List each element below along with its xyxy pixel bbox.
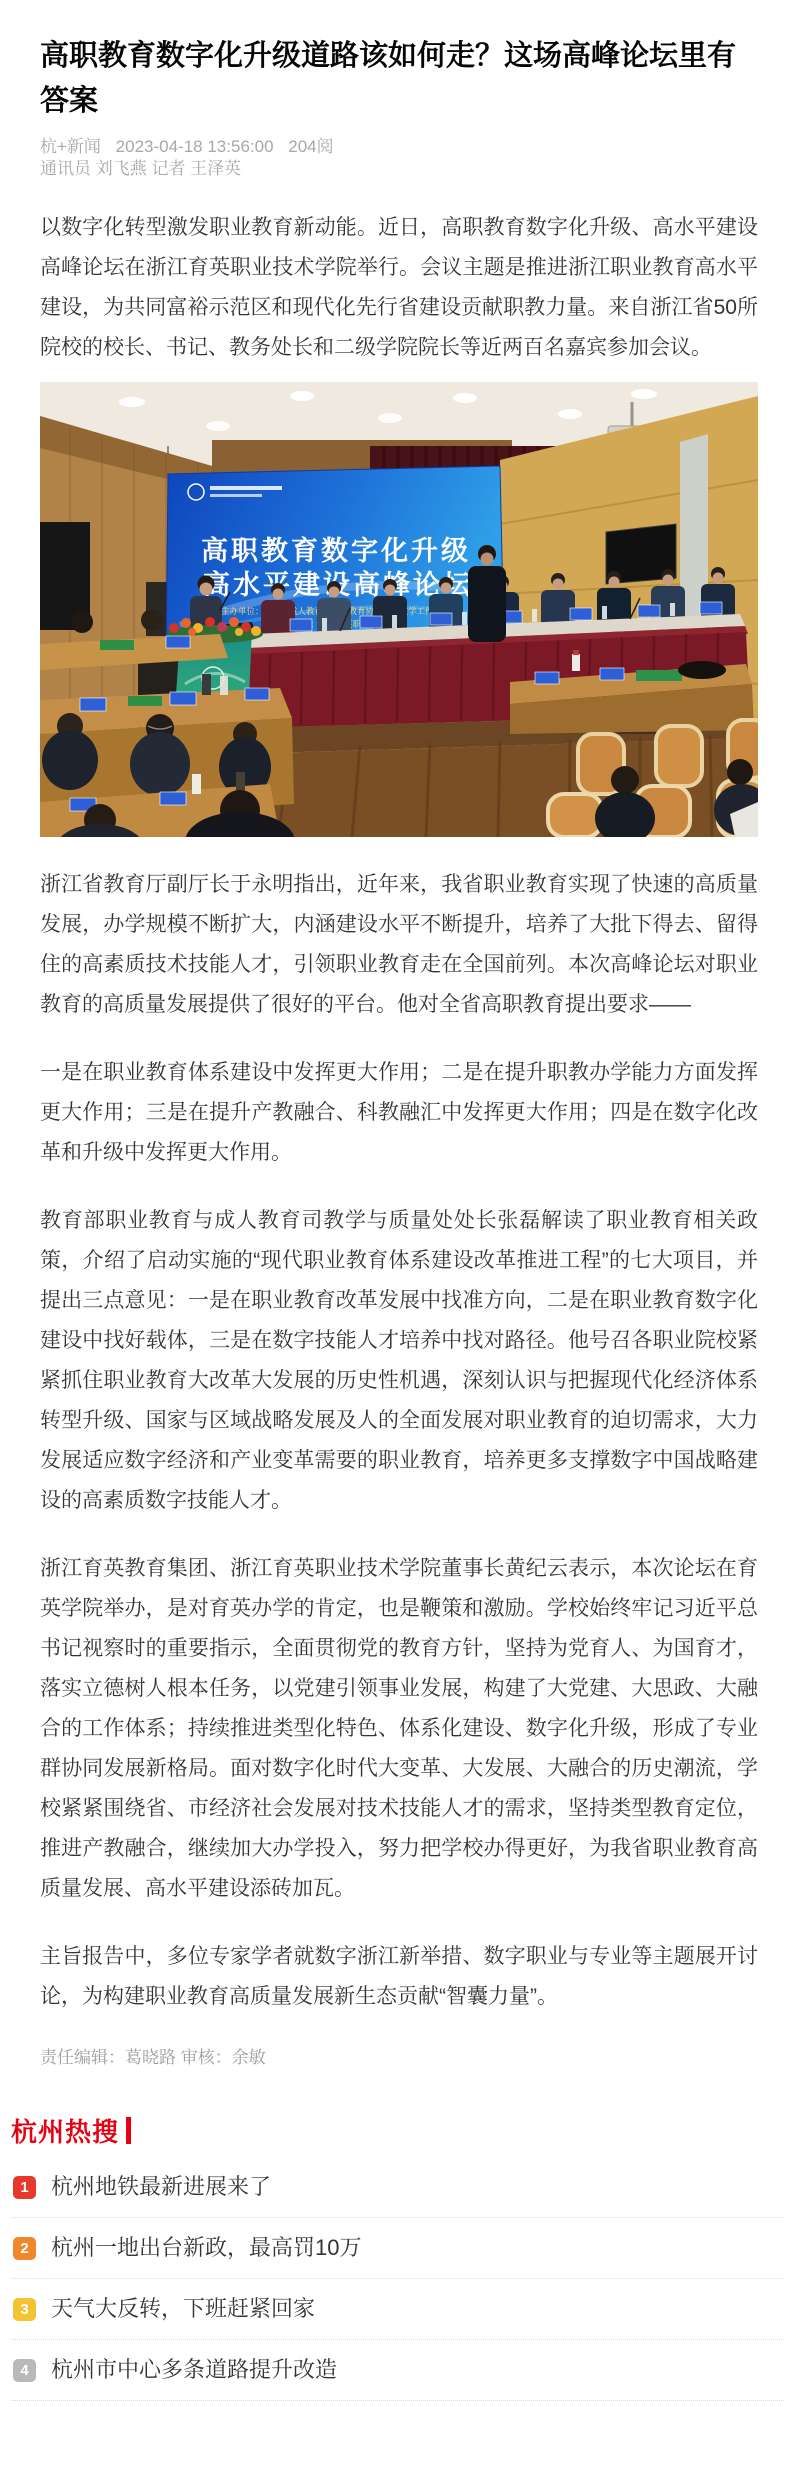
byline: 通讯员 刘飞燕 记者 王泽英 (40, 159, 242, 178)
editor-note: 责任编辑：葛晓路 审核：余敏 (40, 2048, 266, 2067)
page-title: 高职教育数字化升级道路该如何走？这场高峰论坛里有答案 (40, 40, 737, 117)
hot-search-item-text: 杭州一地出台新政，最高罚10万 (51, 2235, 362, 2260)
article-paragraph: 主旨报告中，多位专家学者就数字浙江新举措、数字职业与专业等主题展开讨论，为构建职业教育高质量发展新生态贡献“智囊力量”。 (40, 1945, 758, 2008)
article-paragraph: 浙江省教育厅副厅长于永明指出，近年来，我省职业教育实现了快速的高质量发展，办学规模不断扩大，内涵建设水平不断提升，培养了大批下得去、留得住的高素质技术技能人才，引领职业教育走在全国前列。本次高峰论坛对职业教育的高质量发展提供了很好的平台。他对全省高职教育提出要求—— (40, 873, 758, 1016)
read-count: 204阅 (288, 137, 334, 156)
rank-badge: 1 (13, 2176, 36, 2199)
title-bar-icon (126, 2117, 131, 2144)
hot-search-item-text: 杭州地铁最新进展来了 (51, 2174, 272, 2199)
article-paragraph: 一是在职业教育体系建设中发挥更大作用；二是在提升职教办学能力方面发挥更大作用；三是在提升产教融合、科教融汇中发挥更大作用；四是在数字化改革和升级中发挥更大作用。 (40, 1061, 758, 1164)
article-photo[interactable] (40, 382, 758, 837)
hot-search-item-text: 天气大反转，下班赶紧回家 (51, 2296, 316, 2321)
hot-search-header (11, 2113, 784, 2147)
rank-badge: 4 (13, 2359, 36, 2382)
hot-search-item[interactable] (11, 2218, 784, 2279)
hot-search-item[interactable] (11, 2279, 784, 2340)
article-meta (40, 136, 758, 180)
hot-search-title: 杭州热搜 (11, 2116, 120, 2147)
screen-title-line1: 高职教育数字化升级 (201, 536, 471, 566)
article-paragraph: 以数字化转型激发职业教育新动能。近日，高职教育数字化升级、高水平建设高峰论坛在浙江育英职业技术学院举行。会议主题是推进浙江职业教育高水平建设，为共同富裕示范区和现代化先行省建设贡献职教力量。来自浙江省50所院校的校长、书记、教务处长和二级学院院长等近两百名嘉宾参加会议。 (40, 216, 758, 359)
publish-time: 2023-04-18 13:56:00 (115, 137, 274, 156)
source-label: 杭+新闻 (40, 137, 101, 156)
hot-search-item[interactable] (11, 2340, 784, 2401)
article-paragraph: 浙江育英教育集团、浙江育英职业技术学院董事长黄纪云表示，本次论坛在育英学院举办，是对育英办学的肯定，也是鞭策和激励。学校始终牢记习近平总书记视察时的重要指示，全面贯彻党的教育方针，坚持为党育人、为国育才，落实立德树人根本任务，以党建引领事业发展，构建了大党建、大思政、大融合的工作体系；持续推进类型化特色、体系化建设、数字化升级，形成了专业群协同发展新格局。面对数字化时代大变革、大发展、大融合的历史潮流，学校紧紧围绕省、市经济社会发展对技术技能人才的需求，坚持类型教育定位，推进产教融合，继续加大办学投入，努力把学校办得更好，为我省职业教育高质量发展、高水平建设添砖加瓦。 (40, 1557, 758, 1900)
hot-search-item[interactable] (11, 2157, 784, 2218)
hot-search-section (0, 2113, 798, 2401)
rank-badge: 2 (13, 2237, 36, 2260)
hot-search-list (11, 2157, 784, 2401)
article-paragraph: 教育部职业教育与成人教育司教学与质量处处长张磊解读了职业教育相关政策，介绍了启动实施的“现代职业教育体系建设改革推进工程”的七大项目，并提出三点意见：一是在职业教育改革发展中找准方向，二是在职业教育数字化建设中找好载体，三是在数字技能人才培养中找对路径。他号召各职业院校紧紧抓住职业教育大改革大发展的历史性机遇，深刻认识与把握现代化经济体系转型升级、国家与区域战略发展及人的全面发展对职业教育的迫切需求，大力发展适应数字经济和产业变革需要的职业教育，培养更多支撑数字中国战略建设的高素质数字技能人才。 (40, 1209, 758, 1512)
rank-badge: 3 (13, 2298, 36, 2321)
hot-search-item-text: 杭州市中心多条道路提升改造 (51, 2357, 338, 2382)
